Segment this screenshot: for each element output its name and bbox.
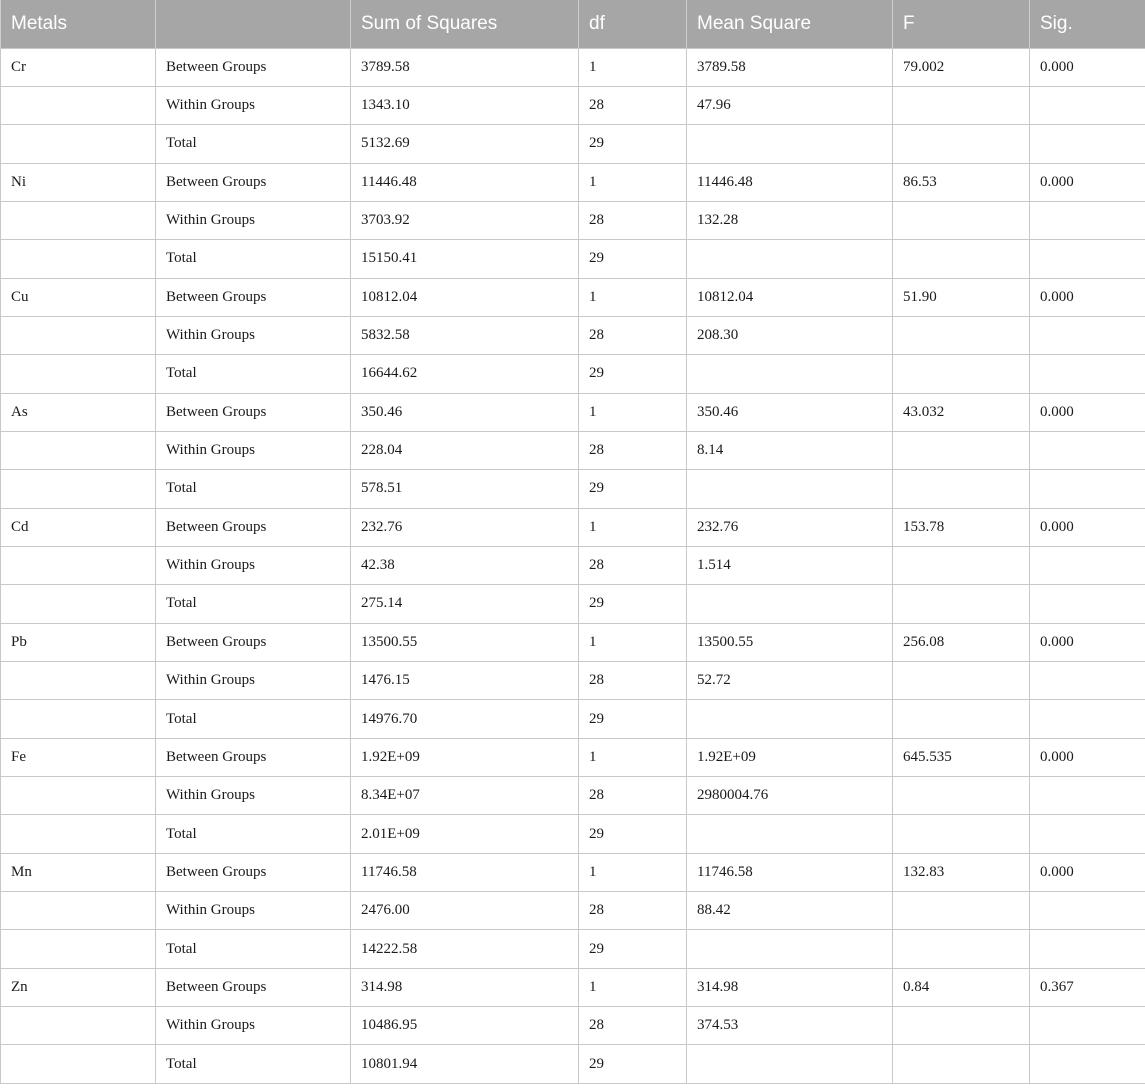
f-cell bbox=[893, 240, 1030, 278]
table-row bbox=[1, 585, 1145, 623]
sum-of-squares-cell: 10801.94 bbox=[351, 1045, 579, 1083]
sig-cell: 0.000 bbox=[1030, 163, 1145, 201]
sum-of-squares-cell: 11746.58 bbox=[351, 853, 579, 891]
metal-cell bbox=[1, 316, 156, 354]
metal-cell bbox=[1, 1045, 156, 1083]
df-cell: 1 bbox=[579, 393, 687, 431]
sig-cell: 0.000 bbox=[1030, 48, 1145, 86]
sig-cell: 0.000 bbox=[1030, 393, 1145, 431]
source-cell: Between Groups bbox=[156, 163, 351, 201]
sum-of-squares-cell: 13500.55 bbox=[351, 623, 579, 661]
sig-cell bbox=[1030, 815, 1145, 853]
table-row bbox=[1, 86, 1145, 124]
table-row bbox=[1, 662, 1145, 700]
mean-square-cell: 47.96 bbox=[687, 86, 893, 124]
df-cell: 28 bbox=[579, 431, 687, 469]
source-cell: Total bbox=[156, 470, 351, 508]
sum-of-squares-cell: 3703.92 bbox=[351, 201, 579, 239]
mean-square-cell: 314.98 bbox=[687, 968, 893, 1006]
source-cell: Within Groups bbox=[156, 86, 351, 124]
sum-of-squares-cell: 16644.62 bbox=[351, 355, 579, 393]
table-row bbox=[1, 623, 1145, 661]
mean-square-cell bbox=[687, 815, 893, 853]
header-row bbox=[1, 0, 1145, 48]
f-cell bbox=[893, 930, 1030, 968]
sig-cell bbox=[1030, 585, 1145, 623]
metal-cell bbox=[1, 892, 156, 930]
table-row bbox=[1, 201, 1145, 239]
header-df: df bbox=[579, 0, 687, 48]
mean-square-cell: 3789.58 bbox=[687, 48, 893, 86]
table-row bbox=[1, 546, 1145, 584]
source-cell: Within Groups bbox=[156, 892, 351, 930]
mean-square-cell: 232.76 bbox=[687, 508, 893, 546]
mean-square-cell: 13500.55 bbox=[687, 623, 893, 661]
sum-of-squares-cell: 11446.48 bbox=[351, 163, 579, 201]
sig-cell bbox=[1030, 930, 1145, 968]
source-cell: Between Groups bbox=[156, 853, 351, 891]
metal-cell: Cu bbox=[1, 278, 156, 316]
metal-cell: Ni bbox=[1, 163, 156, 201]
df-cell: 29 bbox=[579, 1045, 687, 1083]
f-cell: 0.84 bbox=[893, 968, 1030, 1006]
metal-cell: Pb bbox=[1, 623, 156, 661]
table-row bbox=[1, 163, 1145, 201]
metal-cell bbox=[1, 700, 156, 738]
source-cell: Total bbox=[156, 700, 351, 738]
sig-cell bbox=[1030, 355, 1145, 393]
df-cell: 29 bbox=[579, 700, 687, 738]
sum-of-squares-cell: 314.98 bbox=[351, 968, 579, 1006]
sig-cell bbox=[1030, 316, 1145, 354]
table-row bbox=[1, 316, 1145, 354]
table-row bbox=[1, 355, 1145, 393]
mean-square-cell bbox=[687, 585, 893, 623]
f-cell bbox=[893, 316, 1030, 354]
metal-cell: As bbox=[1, 393, 156, 431]
header-sum-of-squares: Sum of Squares bbox=[351, 0, 579, 48]
df-cell: 28 bbox=[579, 316, 687, 354]
header-sig: Sig. bbox=[1030, 0, 1145, 48]
header-mean-square: Mean Square bbox=[687, 0, 893, 48]
metal-cell: Cr bbox=[1, 48, 156, 86]
metal-cell: Fe bbox=[1, 738, 156, 776]
f-cell: 153.78 bbox=[893, 508, 1030, 546]
sum-of-squares-cell: 578.51 bbox=[351, 470, 579, 508]
f-cell bbox=[893, 470, 1030, 508]
source-cell: Between Groups bbox=[156, 968, 351, 1006]
df-cell: 29 bbox=[579, 240, 687, 278]
metal-cell bbox=[1, 201, 156, 239]
table-row bbox=[1, 738, 1145, 776]
sig-cell bbox=[1030, 546, 1145, 584]
source-cell: Within Groups bbox=[156, 431, 351, 469]
mean-square-cell: 10812.04 bbox=[687, 278, 893, 316]
f-cell: 43.032 bbox=[893, 393, 1030, 431]
mean-square-cell: 8.14 bbox=[687, 431, 893, 469]
mean-square-cell bbox=[687, 240, 893, 278]
sig-cell: 0.000 bbox=[1030, 278, 1145, 316]
table-row bbox=[1, 48, 1145, 86]
table-row bbox=[1, 1007, 1145, 1045]
source-cell: Within Groups bbox=[156, 662, 351, 700]
f-cell: 86.53 bbox=[893, 163, 1030, 201]
f-cell bbox=[893, 431, 1030, 469]
source-cell: Between Groups bbox=[156, 48, 351, 86]
source-cell: Between Groups bbox=[156, 393, 351, 431]
metal-cell: Cd bbox=[1, 508, 156, 546]
source-cell: Between Groups bbox=[156, 623, 351, 661]
metal-cell bbox=[1, 125, 156, 163]
table-row bbox=[1, 930, 1145, 968]
metal-cell bbox=[1, 546, 156, 584]
header-f: F bbox=[893, 0, 1030, 48]
table-row bbox=[1, 777, 1145, 815]
metal-cell bbox=[1, 355, 156, 393]
df-cell: 29 bbox=[579, 355, 687, 393]
df-cell: 28 bbox=[579, 892, 687, 930]
metal-cell bbox=[1, 1007, 156, 1045]
metal-cell: Mn bbox=[1, 853, 156, 891]
df-cell: 28 bbox=[579, 777, 687, 815]
mean-square-cell: 11446.48 bbox=[687, 163, 893, 201]
table-body bbox=[1, 48, 1145, 1083]
mean-square-cell bbox=[687, 470, 893, 508]
sum-of-squares-cell: 2476.00 bbox=[351, 892, 579, 930]
mean-square-cell: 132.28 bbox=[687, 201, 893, 239]
mean-square-cell: 208.30 bbox=[687, 316, 893, 354]
metal-cell bbox=[1, 86, 156, 124]
sum-of-squares-cell: 350.46 bbox=[351, 393, 579, 431]
sum-of-squares-cell: 14976.70 bbox=[351, 700, 579, 738]
source-cell: Total bbox=[156, 125, 351, 163]
source-cell: Between Groups bbox=[156, 278, 351, 316]
source-cell: Total bbox=[156, 585, 351, 623]
table-row bbox=[1, 470, 1145, 508]
metal-cell bbox=[1, 431, 156, 469]
f-cell bbox=[893, 86, 1030, 124]
source-cell: Between Groups bbox=[156, 738, 351, 776]
df-cell: 29 bbox=[579, 930, 687, 968]
table-row bbox=[1, 968, 1145, 1006]
sum-of-squares-cell: 275.14 bbox=[351, 585, 579, 623]
mean-square-cell: 1.92E+09 bbox=[687, 738, 893, 776]
mean-square-cell: 52.72 bbox=[687, 662, 893, 700]
table-row bbox=[1, 892, 1145, 930]
source-cell: Within Groups bbox=[156, 201, 351, 239]
f-cell bbox=[893, 585, 1030, 623]
df-cell: 1 bbox=[579, 968, 687, 1006]
source-cell: Within Groups bbox=[156, 1007, 351, 1045]
mean-square-cell: 11746.58 bbox=[687, 853, 893, 891]
sum-of-squares-cell: 1343.10 bbox=[351, 86, 579, 124]
sum-of-squares-cell: 5832.58 bbox=[351, 316, 579, 354]
mean-square-cell: 88.42 bbox=[687, 892, 893, 930]
table-row bbox=[1, 508, 1145, 546]
source-cell: Between Groups bbox=[156, 508, 351, 546]
f-cell bbox=[893, 201, 1030, 239]
df-cell: 28 bbox=[579, 546, 687, 584]
f-cell: 256.08 bbox=[893, 623, 1030, 661]
table-row bbox=[1, 278, 1145, 316]
source-cell: Within Groups bbox=[156, 546, 351, 584]
table-row bbox=[1, 393, 1145, 431]
sum-of-squares-cell: 42.38 bbox=[351, 546, 579, 584]
table-row bbox=[1, 700, 1145, 738]
sig-cell bbox=[1030, 1007, 1145, 1045]
df-cell: 1 bbox=[579, 738, 687, 776]
sig-cell bbox=[1030, 700, 1145, 738]
sig-cell bbox=[1030, 662, 1145, 700]
f-cell bbox=[893, 546, 1030, 584]
header-metals: Metals bbox=[1, 0, 156, 48]
mean-square-cell bbox=[687, 125, 893, 163]
sig-cell bbox=[1030, 892, 1145, 930]
source-cell: Within Groups bbox=[156, 777, 351, 815]
metal-cell bbox=[1, 777, 156, 815]
df-cell: 1 bbox=[579, 508, 687, 546]
f-cell bbox=[893, 700, 1030, 738]
source-cell: Total bbox=[156, 930, 351, 968]
sum-of-squares-cell: 14222.58 bbox=[351, 930, 579, 968]
df-cell: 29 bbox=[579, 125, 687, 163]
df-cell: 29 bbox=[579, 470, 687, 508]
metal-cell bbox=[1, 585, 156, 623]
table-row bbox=[1, 125, 1145, 163]
mean-square-cell: 350.46 bbox=[687, 393, 893, 431]
sig-cell bbox=[1030, 777, 1145, 815]
sig-cell bbox=[1030, 125, 1145, 163]
f-cell bbox=[893, 662, 1030, 700]
sum-of-squares-cell: 15150.41 bbox=[351, 240, 579, 278]
f-cell bbox=[893, 815, 1030, 853]
source-cell: Within Groups bbox=[156, 316, 351, 354]
df-cell: 28 bbox=[579, 86, 687, 124]
sum-of-squares-cell: 8.34E+07 bbox=[351, 777, 579, 815]
mean-square-cell bbox=[687, 930, 893, 968]
df-cell: 28 bbox=[579, 662, 687, 700]
metal-cell bbox=[1, 815, 156, 853]
sig-cell bbox=[1030, 1045, 1145, 1083]
f-cell bbox=[893, 777, 1030, 815]
metal-cell bbox=[1, 930, 156, 968]
f-cell bbox=[893, 1045, 1030, 1083]
f-cell: 645.535 bbox=[893, 738, 1030, 776]
df-cell: 1 bbox=[579, 278, 687, 316]
f-cell: 79.002 bbox=[893, 48, 1030, 86]
source-cell: Total bbox=[156, 815, 351, 853]
df-cell: 1 bbox=[579, 623, 687, 661]
sum-of-squares-cell: 10812.04 bbox=[351, 278, 579, 316]
source-cell: Total bbox=[156, 1045, 351, 1083]
sum-of-squares-cell: 10486.95 bbox=[351, 1007, 579, 1045]
sig-cell: 0.000 bbox=[1030, 853, 1145, 891]
df-cell: 28 bbox=[579, 201, 687, 239]
sig-cell bbox=[1030, 86, 1145, 124]
f-cell bbox=[893, 892, 1030, 930]
df-cell: 1 bbox=[579, 48, 687, 86]
mean-square-cell: 374.53 bbox=[687, 1007, 893, 1045]
sum-of-squares-cell: 232.76 bbox=[351, 508, 579, 546]
sum-of-squares-cell: 3789.58 bbox=[351, 48, 579, 86]
df-cell: 29 bbox=[579, 815, 687, 853]
table-row bbox=[1, 853, 1145, 891]
source-cell: Total bbox=[156, 355, 351, 393]
f-cell: 132.83 bbox=[893, 853, 1030, 891]
sum-of-squares-cell: 2.01E+09 bbox=[351, 815, 579, 853]
sum-of-squares-cell: 1476.15 bbox=[351, 662, 579, 700]
header-source bbox=[156, 0, 351, 48]
table-row bbox=[1, 431, 1145, 469]
mean-square-cell: 2980004.76 bbox=[687, 777, 893, 815]
mean-square-cell bbox=[687, 1045, 893, 1083]
table-row bbox=[1, 815, 1145, 853]
df-cell: 1 bbox=[579, 853, 687, 891]
metal-cell bbox=[1, 470, 156, 508]
table-row bbox=[1, 1045, 1145, 1083]
f-cell bbox=[893, 125, 1030, 163]
df-cell: 1 bbox=[579, 163, 687, 201]
sum-of-squares-cell: 228.04 bbox=[351, 431, 579, 469]
f-cell bbox=[893, 355, 1030, 393]
sum-of-squares-cell: 5132.69 bbox=[351, 125, 579, 163]
sig-cell: 0.000 bbox=[1030, 623, 1145, 661]
sig-cell bbox=[1030, 240, 1145, 278]
metal-cell bbox=[1, 240, 156, 278]
table-row bbox=[1, 240, 1145, 278]
sig-cell bbox=[1030, 431, 1145, 469]
sig-cell: 0.000 bbox=[1030, 738, 1145, 776]
f-cell bbox=[893, 1007, 1030, 1045]
sig-cell: 0.367 bbox=[1030, 968, 1145, 1006]
metal-cell bbox=[1, 662, 156, 700]
mean-square-cell: 1.514 bbox=[687, 546, 893, 584]
mean-square-cell bbox=[687, 355, 893, 393]
df-cell: 29 bbox=[579, 585, 687, 623]
source-cell: Total bbox=[156, 240, 351, 278]
sig-cell: 0.000 bbox=[1030, 508, 1145, 546]
sig-cell bbox=[1030, 470, 1145, 508]
f-cell: 51.90 bbox=[893, 278, 1030, 316]
df-cell: 28 bbox=[579, 1007, 687, 1045]
sig-cell bbox=[1030, 201, 1145, 239]
sum-of-squares-cell: 1.92E+09 bbox=[351, 738, 579, 776]
metal-cell: Zn bbox=[1, 968, 156, 1006]
mean-square-cell bbox=[687, 700, 893, 738]
